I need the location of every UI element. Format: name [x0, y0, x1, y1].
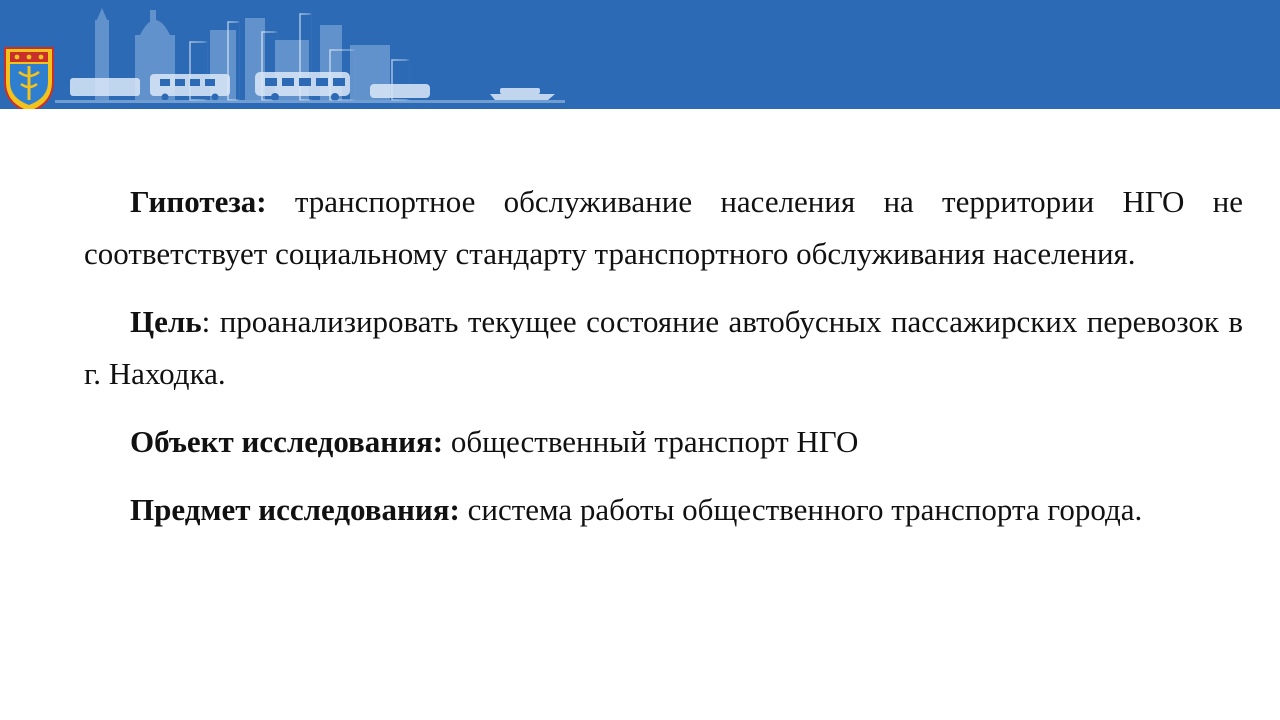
- subject-label: Предмет исследования:: [130, 492, 460, 527]
- header-banner: [0, 0, 1280, 109]
- object-text: общественный транспорт НГО: [443, 424, 859, 459]
- object-paragraph: [84, 416, 1243, 468]
- hypothesis-paragraph: [84, 176, 1243, 280]
- city-coat-of-arms-emblem: [2, 44, 56, 109]
- goal-paragraph: [84, 296, 1243, 400]
- object-label: Объект исследования:: [130, 424, 444, 459]
- slide-body: [84, 176, 1243, 552]
- goal-label: Цель: [130, 304, 202, 339]
- hypothesis-label: Гипотеза:: [130, 184, 267, 219]
- subject-text: система работы общественного транспорта города.: [459, 492, 1143, 527]
- goal-text: : проанализировать текущее состояние автобусных пассажирских перевозок в г. Находка.: [84, 304, 1243, 391]
- hypothesis-text: транспортное обслуживание населения на территории НГО не соответствует социальному стандарту транспортного обслуживания населения.: [84, 184, 1243, 271]
- city-skyline-illustration: [0, 0, 580, 109]
- subject-paragraph: [84, 484, 1243, 536]
